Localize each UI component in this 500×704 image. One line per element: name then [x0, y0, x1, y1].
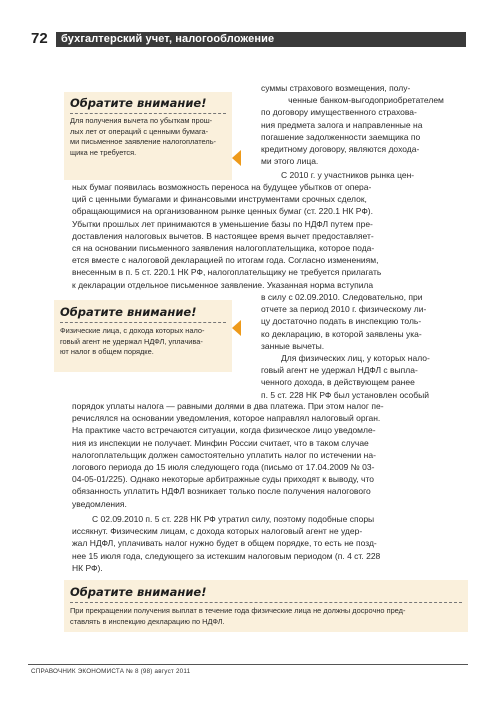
text-line: уведомления.	[72, 498, 127, 509]
body-paragraph-individuals	[261, 352, 471, 401]
text-line: порядок уплаты налога — равными долями в два платежа. При этом налог пе-	[72, 401, 384, 411]
body-paragraph-repeal	[72, 513, 472, 574]
section-title: бухгалтерский учет, налогообложение	[61, 33, 275, 45]
text-line: внесенным в п. 5 ст. 220.1 НК РФ, налогоплательщику не требуется прилагать	[72, 267, 382, 278]
note-2-line: говый агент не удержал НДФЛ, уплачива-	[60, 336, 203, 346]
text-line: Убытки прошлых лет принимаются в уменьшение базы по НДФЛ путем пре-	[72, 218, 373, 229]
text-line: ется вместе с налоговой декларацией по итогам года. Согласно изменениям,	[72, 255, 379, 266]
text-line: занные вычеты.	[261, 340, 325, 351]
text-line: ми этого лица.	[261, 156, 319, 167]
text-line: ций с ценными бумагами и финансовыми инструментами срочных сделок,	[72, 194, 367, 205]
text-line: к декларации отдельное письменное заявление. Указанная норма вступила	[72, 279, 374, 290]
text-line: по договору имущественного страхова-	[261, 107, 417, 118]
text-line: ченные банком-выгодоприобретателем	[288, 95, 444, 106]
text-line: речислялся на основании уведомления, которое направлял налоговый орган.	[72, 413, 381, 424]
note-3-divider	[70, 602, 462, 603]
text-line: Для физических лиц, у которых нало-	[281, 353, 430, 363]
note-2-line: ют налог в общем порядке.	[60, 347, 154, 357]
text-line: логового периода до 15 июля следующего года (письмо от 17.04.2009 № 03-	[72, 462, 375, 473]
note-1-line: Для получения вычета по убыткам прош-	[70, 116, 213, 125]
text-line: С 2010 г. у участников рынка цен-	[281, 170, 415, 180]
text-line: налогоплательщик должен самостоятельно уплатить налог по истечении на-	[72, 449, 376, 460]
body-paragraph-effective	[261, 291, 471, 352]
text-line: ных бумаг появилась возможность переноса на будущее убытков от опера-	[72, 182, 372, 192]
note-2-title: Обратите внимание!	[60, 305, 197, 319]
text-line: иссякнут. Физическим лицам, с дохода которых налоговый агент не удер-	[72, 526, 363, 537]
text-line: в силу с 02.09.2010. Следовательно, при	[261, 292, 423, 302]
note-2-pointer-triangle	[232, 320, 241, 336]
note-1-line: ми письменное заявление налогоплатель-	[70, 137, 217, 147]
body-paragraph-payment-order	[72, 400, 472, 510]
note-3-text	[70, 606, 466, 627]
note-3-line: ставлять в инспекцию декларацию по НДФЛ.	[70, 616, 225, 626]
note-2-line: Физические лица, с дохода которых нало-	[60, 326, 205, 335]
text-line: погашение задолженности заемщика по	[261, 131, 421, 142]
note-1-title: Обратите внимание!	[70, 96, 207, 110]
footer-divider	[28, 664, 468, 665]
note-2-divider	[60, 322, 226, 323]
note-1-divider	[70, 113, 226, 114]
text-line: На практике часто встречаются ситуации, когда физическое лицо уведомле-	[72, 425, 376, 436]
body-paragraph-insurance	[261, 82, 471, 167]
page-number: 72	[31, 30, 48, 47]
text-line: жал НДФЛ, уплачивать налог нужно будет в общем порядке, то есть не позд-	[72, 538, 377, 549]
text-line: ся на основании письменного заявления налогоплательщика, которое пода-	[72, 243, 375, 254]
note-3-line: При прекращении получения выплат в течение года физические лица не должны досрочно пред-	[70, 606, 406, 615]
note-3-title: Обратите внимание!	[70, 585, 207, 599]
text-line: цу достаточно подать в инспекцию толь-	[261, 316, 422, 327]
text-line: суммы страхового возмещения, полу-	[261, 83, 411, 93]
text-line: нее 15 июля года, следующего за истекшим налоговым периодом (п. 4 ст. 228	[72, 550, 381, 561]
note-1-text	[70, 116, 230, 158]
footer-publication: СПРАВОЧНИК ЭКОНОМИСТА № 8 (98) август 2011	[31, 668, 191, 675]
note-1-pointer-triangle	[232, 150, 241, 166]
text-line: говый агент не удержал НДФЛ с выпла-	[261, 365, 418, 376]
text-line: ко декларацию, в которой заявлены ука-	[261, 328, 422, 339]
note-2-text	[60, 326, 230, 358]
text-line: отчете за период 2010 г. физическому ли-	[261, 304, 427, 315]
text-line: ния предмета залога и направленные на	[261, 119, 423, 130]
note-1-line: лых лет от операций с ценными бумага-	[70, 126, 209, 136]
text-line: обязанность уплатить НДФЛ возникает только после получения налогового	[72, 486, 371, 497]
text-line: обращающимися на организованном рынке ценных бумаг (ст. 220.1 НК РФ).	[72, 206, 373, 217]
text-line: 04-05-01/225). Однако некоторые арбитражные суды приходят к выводу, что	[72, 474, 374, 485]
text-line: НК РФ).	[72, 562, 103, 573]
text-line: ченного дохода, в действующем ранее	[261, 377, 415, 388]
text-line: п. 5 ст. 228 НК РФ был установлен особый	[261, 389, 429, 400]
body-paragraph-losses	[72, 181, 472, 291]
note-1-line: щика не требуется.	[70, 147, 137, 157]
text-line: С 02.09.2010 п. 5 ст. 228 НК РФ утратил силу, поэтому подобные споры	[92, 514, 375, 524]
text-line: доставления налоговых вычетов. В настоящее время вычет предоставляет-	[72, 230, 374, 241]
text-line: кредитному договору, являются доходa-	[261, 144, 420, 155]
text-line: ния из инспекции не получает. Минфин России считает, что в таком случае	[72, 437, 369, 448]
body-paragraph-2010-start	[281, 169, 471, 181]
